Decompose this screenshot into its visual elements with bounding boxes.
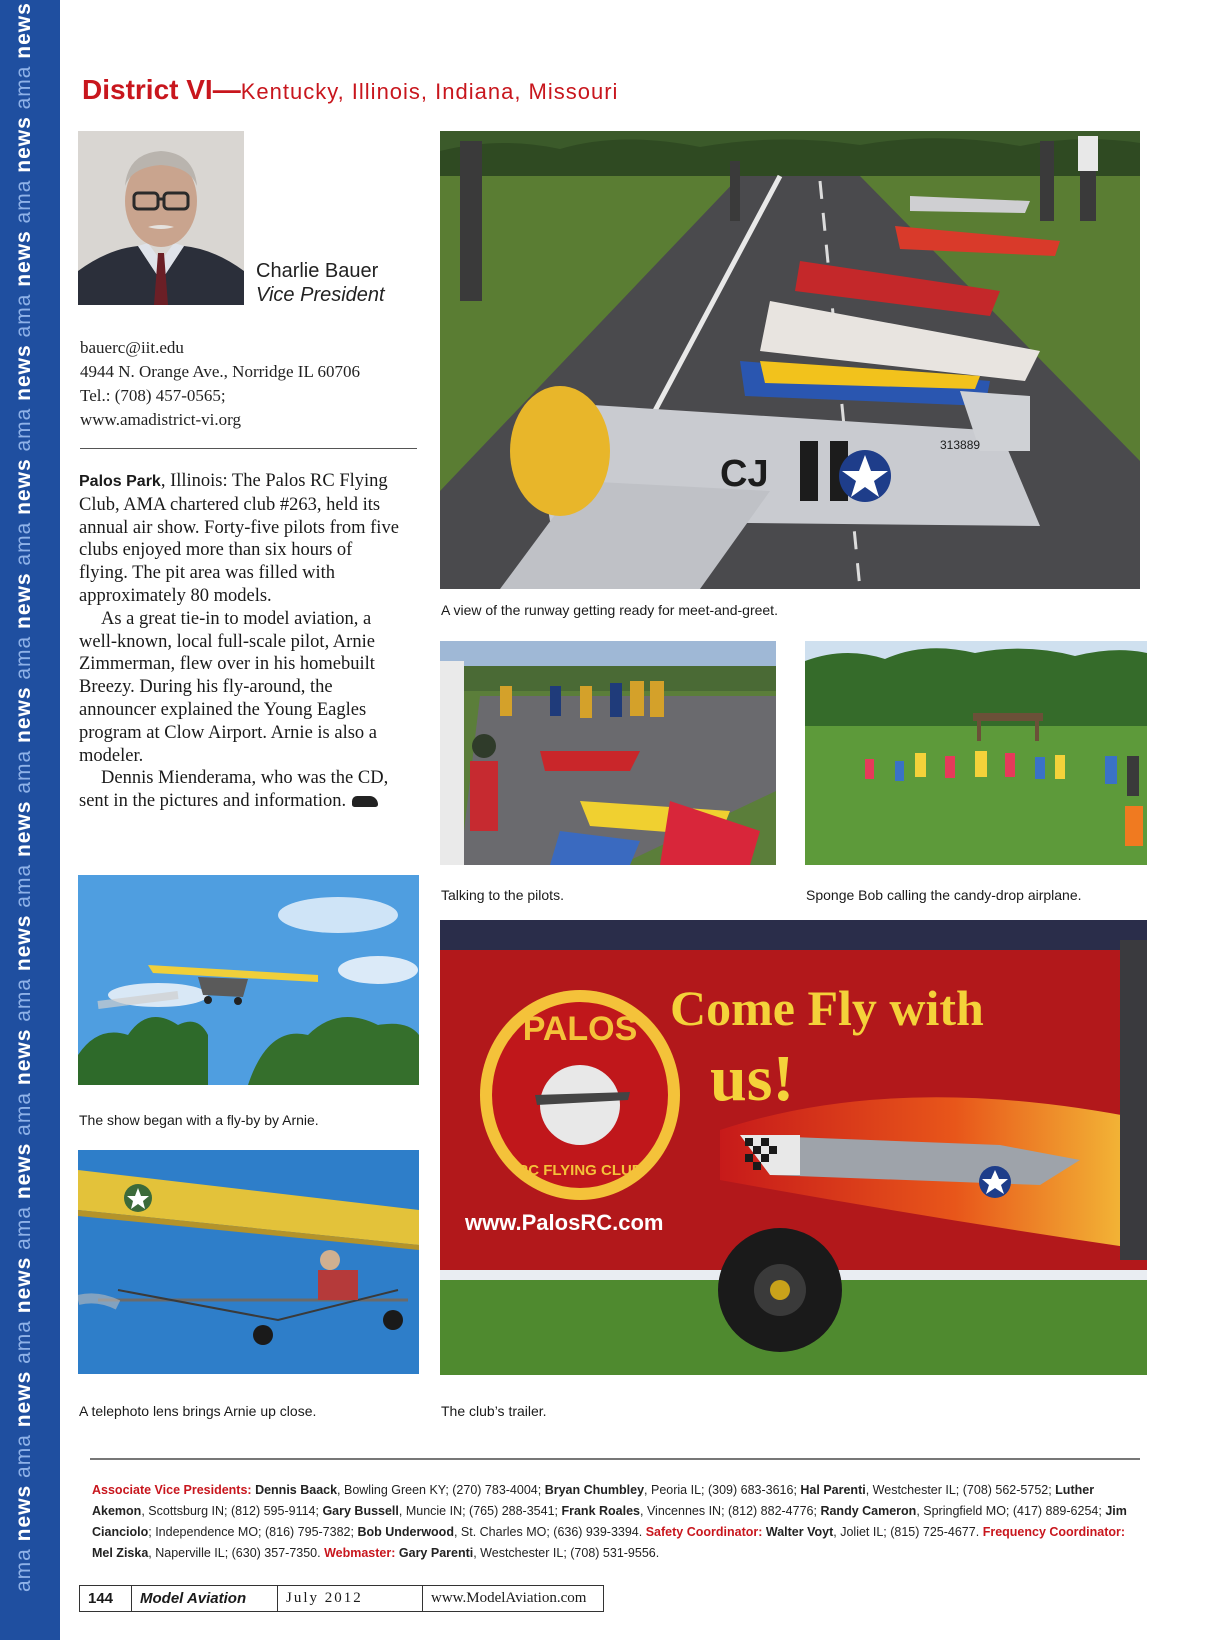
sidebar-word-ama: ama xyxy=(12,1541,35,1592)
sidebar-word-ama: ama xyxy=(12,1313,35,1364)
article-paragraph-2: As a great tie-in to model aviation, a well-known, local full-scale pilot, Arnie Zimmerman, flew over in his homebuilt Breezy. During his fly-around, the announcer explained the Young Eagles program at Clow Airport. Arnie is also a modeler. xyxy=(79,608,378,766)
sidebar-word-news: news xyxy=(12,2,35,59)
article-paragraph-1: Palos Park, Illinois: The Palos RC Flying Club, AMA chartered club #263, held its annual air show. Forty-five pilots from five clubs enjoyed more than six hours of flying. The pit area was filled with approximately 80 models. xyxy=(79,471,399,606)
officer-name: Jim Cianciolo xyxy=(92,1504,1127,1539)
vp-portrait-photo xyxy=(78,131,244,305)
vp-title: Vice President xyxy=(256,284,385,306)
district-heading xyxy=(82,74,618,106)
officer-name: Mel Ziska xyxy=(92,1546,149,1560)
sidebar-word-news: news xyxy=(12,1021,35,1086)
sidebar-word-ama: ama xyxy=(12,1427,35,1478)
sidebar-word-news: news xyxy=(12,679,35,743)
officer-name: Gary Bussell xyxy=(322,1504,399,1518)
magazine-name: Model Aviation xyxy=(132,1586,278,1611)
district-states: Kentucky, Illinois, Indiana, Missouri xyxy=(240,79,619,104)
vp-name: Charlie Bauer xyxy=(256,260,379,282)
sidebar-word-news: news xyxy=(12,793,35,858)
trailer-slogan-line2: us! xyxy=(710,1042,795,1115)
contact-email[interactable]: bauerc@iit.edu xyxy=(80,338,184,357)
flyby-photo xyxy=(78,875,419,1085)
caption-pilots: Talking to the pilots. xyxy=(441,887,564,903)
officer-name: Hal Parenti xyxy=(800,1483,866,1497)
officers-list: Associate Vice Presidents: Dennis Baack, Bowling Green KY; (270) 783-4004; Bryan Chumbley, Peoria IL; (309) 683-3616; Hal Parenti, Westchester IL; (708) 562-5752; Luther Akemon, Scottsburg IN; (812) 595-9114; Gary Bussell, Muncie IN; (765) 288-3541; Frank Roales, Vincennes IN; (812) 882-4776; Randy Cameron, Springfield MO; (417) 889-6254; Jim Cianciolo; Independence MO; (816) 795-7382; Bob Underwood, St. Charles MO; (636) 939-3394. Safety Coordinator: Walter Voyt, Joliet IL; (815) 725-4677. Frequency Coordinator: Mel Ziska, Naperville IL; (630) 357-7350. Webmaster: Gary Parenti, Westchester IL; (708) 531-9556. xyxy=(92,1483,1127,1560)
runway-plane-serial: 313889 xyxy=(940,438,981,452)
sidebar-word-news: news xyxy=(12,907,35,972)
webmaster-label: Webmaster: xyxy=(324,1546,396,1560)
district-title: District VI— xyxy=(82,74,241,105)
officer-name: Bob Underwood xyxy=(357,1525,454,1539)
telephoto-photo xyxy=(78,1150,419,1374)
end-of-article-icon xyxy=(352,796,378,807)
sidebar-word-news: news xyxy=(12,1477,35,1542)
trailer-photo xyxy=(440,920,1147,1375)
caption-trailer: The club’s trailer. xyxy=(441,1403,547,1419)
page-number: 144 xyxy=(80,1586,132,1611)
caption-runway: A view of the runway getting ready for meet-and-greet. xyxy=(441,602,778,618)
sidebar-word-news: news xyxy=(12,451,35,515)
officer-name: Randy Cameron xyxy=(820,1504,917,1518)
contact-block xyxy=(80,336,360,432)
caption-flyby: The show began with a fly-by by Arnie. xyxy=(79,1112,319,1128)
sidebar-word-ama: ama xyxy=(12,857,35,908)
article-paragraph-3: Dennis Mienderama, who was the CD, sent in the pictures and information. xyxy=(79,768,389,812)
sidebar-word-news: news xyxy=(12,223,35,287)
officer-name: Luther Akemon xyxy=(92,1483,1095,1518)
sidebar-word-ama: ama xyxy=(12,400,35,452)
sidebar-word-ama: ama xyxy=(12,971,35,1022)
sidebar-word-ama: ama xyxy=(12,286,35,338)
frequency-label: Frequency Coordinator: xyxy=(982,1525,1126,1539)
officer-name: Walter Voyt xyxy=(765,1525,834,1539)
trailer-url: www.PalosRC.com xyxy=(465,1210,664,1235)
avp-label: Associate Vice Presidents: xyxy=(92,1483,252,1497)
sidebar-word-ama: ama xyxy=(12,742,35,794)
footer-divider xyxy=(90,1458,1140,1460)
sidebar-word-ama: ama xyxy=(12,628,35,680)
contact-divider xyxy=(80,448,417,449)
caption-telephoto: A telephoto lens brings Arnie up close. xyxy=(79,1403,317,1419)
contact-phone: Tel.: (708) 457-0565; xyxy=(80,386,226,405)
officer-name: Dennis Baack xyxy=(255,1483,338,1497)
sidebar-band xyxy=(0,0,60,1640)
officer-name: Bryan Chumbley xyxy=(544,1483,645,1497)
sidebar-word-news: news xyxy=(12,1249,35,1314)
contact-website[interactable]: www.amadistrict-vi.org xyxy=(80,410,241,429)
article-lead: Palos Park xyxy=(79,473,161,490)
sidebar-word-ama: ama xyxy=(12,514,35,566)
pilots-photo xyxy=(440,641,776,865)
contact-address: 4944 N. Orange Ave., Norridge IL 60706 xyxy=(80,362,360,381)
sidebar-word-news: news xyxy=(12,1135,35,1200)
issue-date: July 2012 xyxy=(278,1586,423,1611)
magazine-website[interactable]: www.ModelAviation.com xyxy=(431,1590,587,1606)
sidebar-word-news: news xyxy=(12,109,35,173)
runway-plane-letters: CJ xyxy=(720,453,769,495)
sidebar-word-news: news xyxy=(12,565,35,629)
sidebar-repeated-text xyxy=(12,2,36,1592)
folio-bar xyxy=(79,1585,604,1612)
candy-drop-photo xyxy=(805,641,1147,865)
article-body xyxy=(79,470,399,813)
sidebar-word-ama: ama xyxy=(12,58,35,110)
sidebar-word-news: news xyxy=(12,1363,35,1428)
sidebar-word-ama: ama xyxy=(12,1199,35,1250)
trailer-slogan-line1: Come Fly with xyxy=(670,980,984,1036)
officer-name: Gary Parenti xyxy=(398,1546,474,1560)
trailer-logo-bottom: RC FLYING CLUB xyxy=(517,1162,643,1179)
sidebar-word-ama: ama xyxy=(12,172,35,224)
caption-candy-drop: Sponge Bob calling the candy-drop airplane. xyxy=(806,887,1082,903)
runway-photo xyxy=(440,131,1140,589)
safety-label: Safety Coordinator: xyxy=(645,1525,763,1539)
officer-name: Frank Roales xyxy=(561,1504,640,1518)
trailer-logo-top: PALOS xyxy=(522,1010,638,1048)
sidebar-word-ama: ama xyxy=(12,1085,35,1136)
sidebar-word-news: news xyxy=(12,337,35,401)
